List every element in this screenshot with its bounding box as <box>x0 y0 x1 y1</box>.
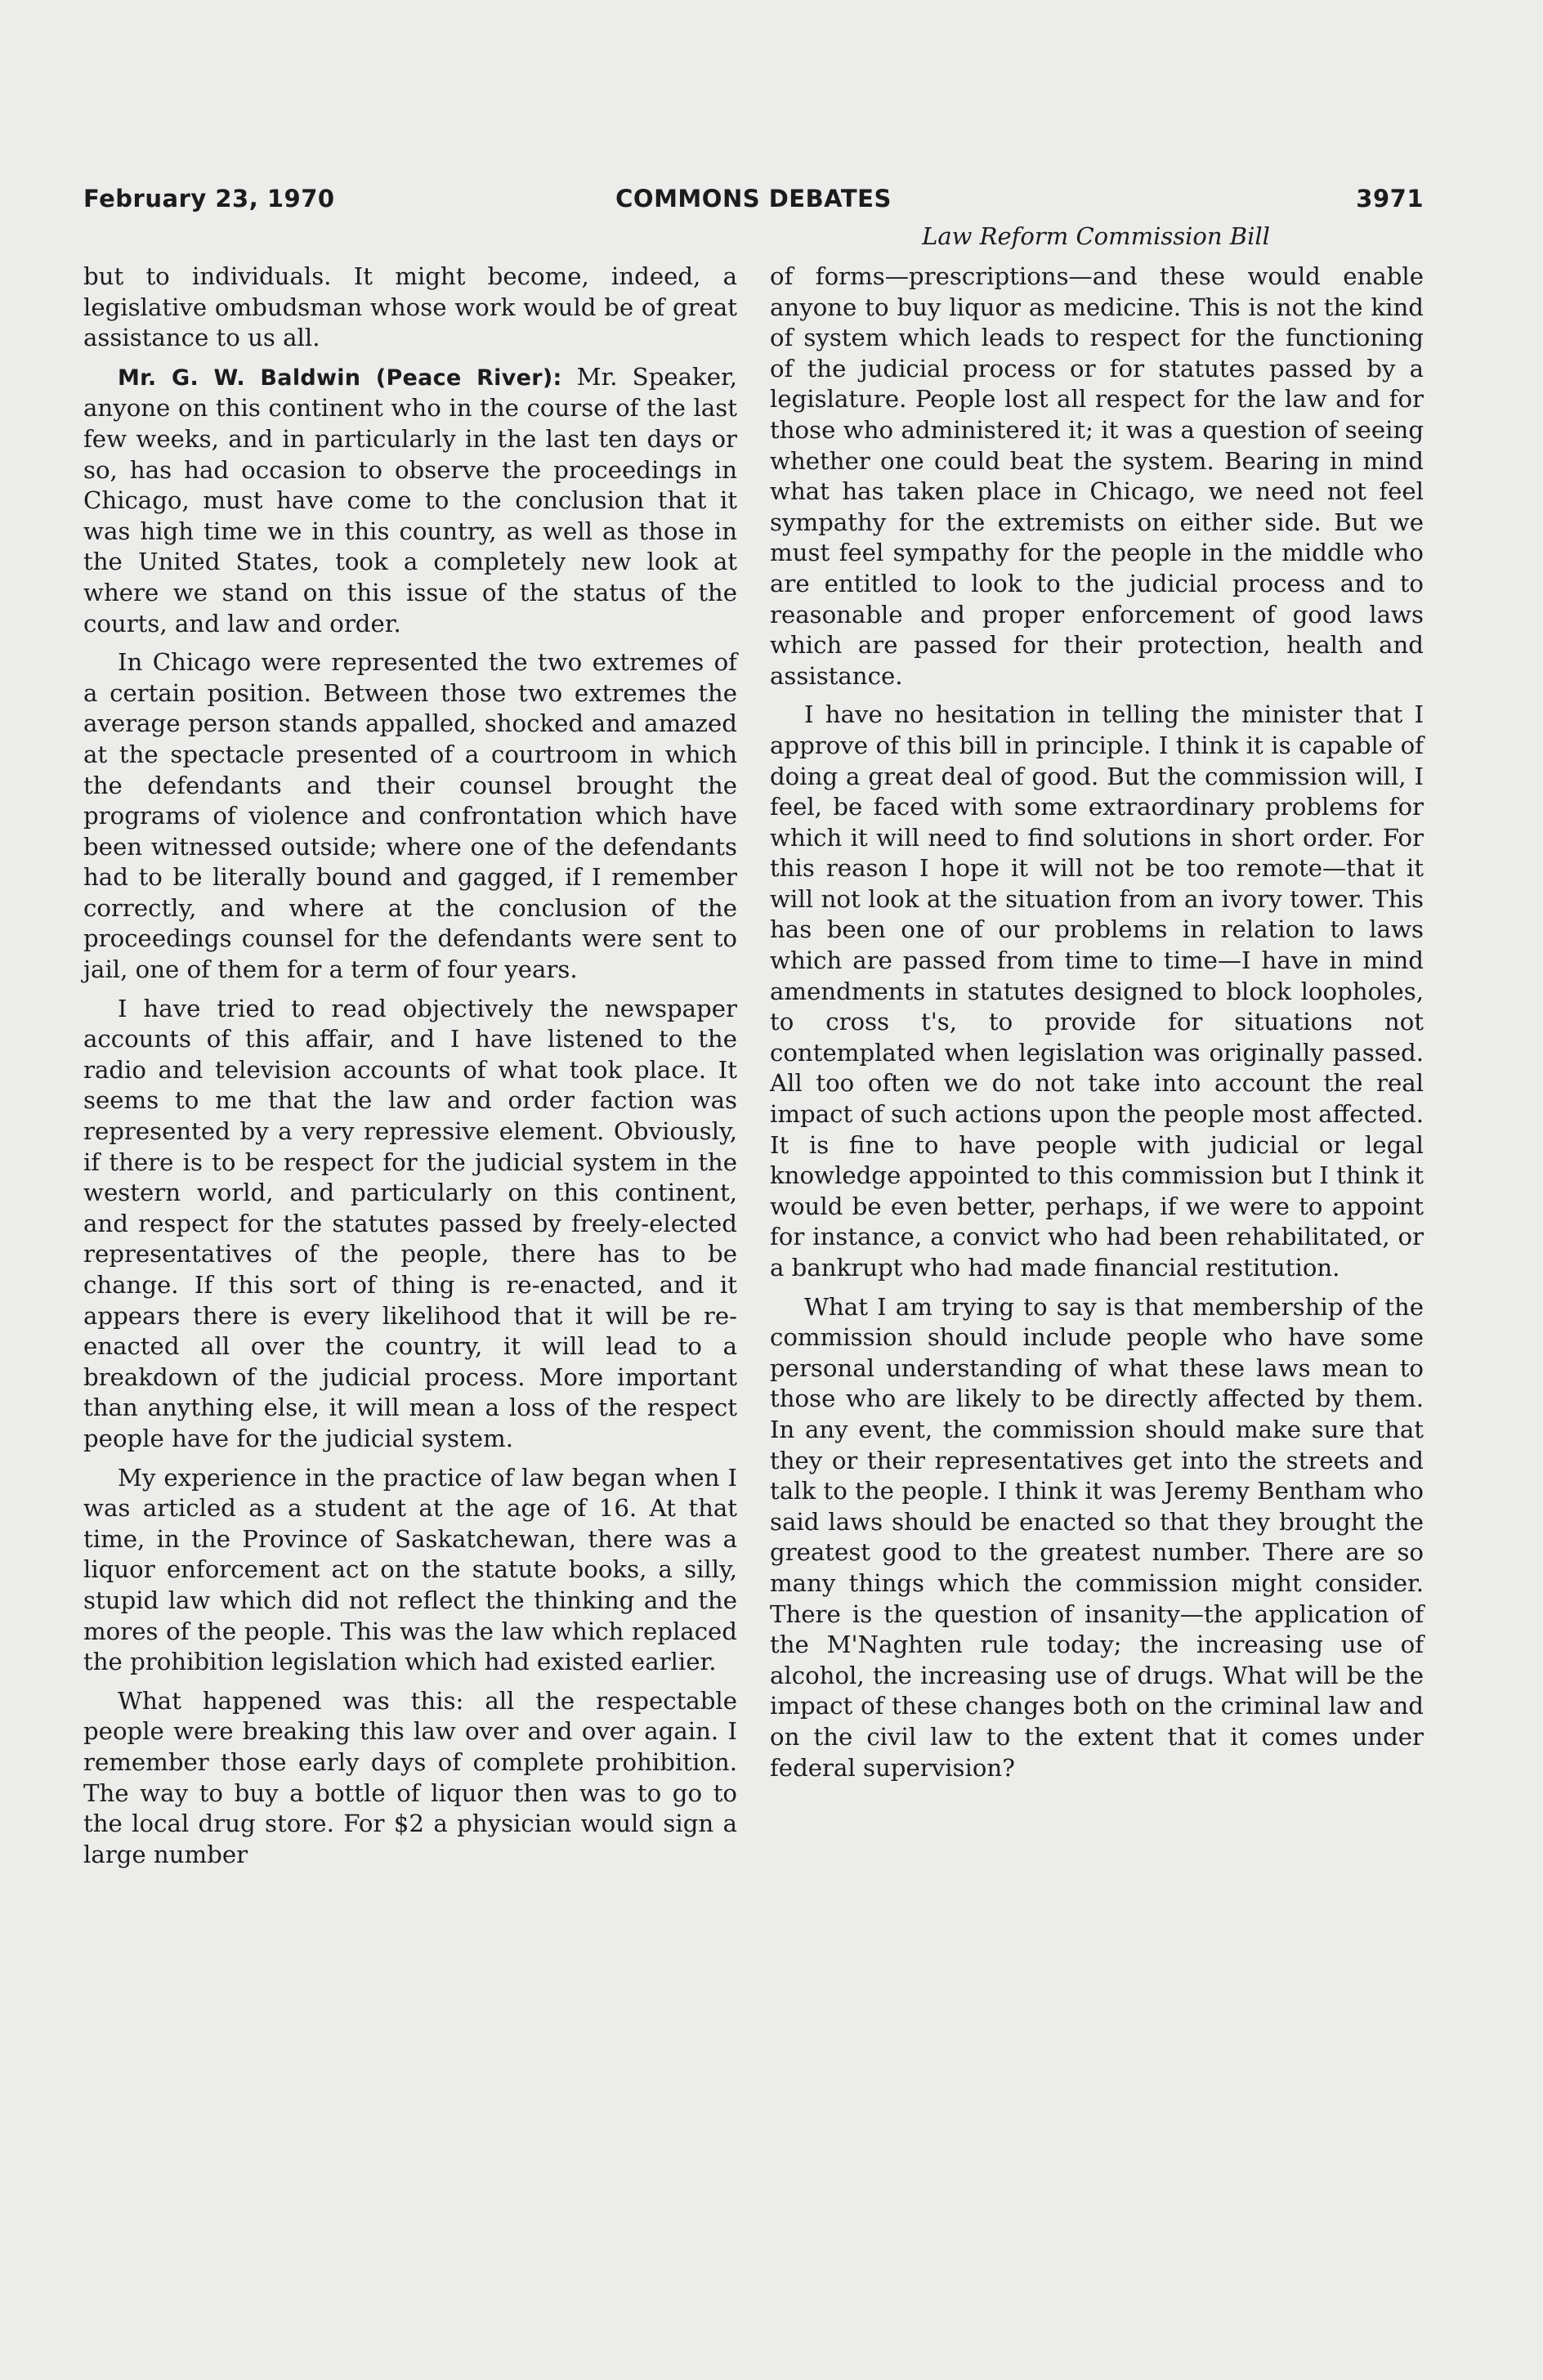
header-page-number: 3971 <box>1356 185 1424 212</box>
paragraph: What I am trying to say is that membership of the commission should include people who have some personal understanding of what these laws mean to those who are likely to be directly affected by them. In any event, the commission should make sure that they or their representatives get into the streets and talk to the people. I think it was Jeremy Bentham who said laws should be enacted so that they brought the greatest good to the greatest number. There are so many things which the commission might consider. There is the question of insanity—the application of the M'Naghten rule today; the increasing use of alcohol, the increasing use of drugs. What will be the impact of these changes both on the criminal law and on the civil law to the extent that it comes under federal supervision? <box>770 1292 1424 1782</box>
page-header <box>83 185 1424 221</box>
paragraph: My experience in the practice of law began when I was articled as a student at the age of 16. At that time, in the Province of Saskatchewan, there was a liquor enforcement act on the statute books, a silly, stupid law which did not reflect the thinking and the mores of the people. This was the law which replaced the prohibition legislation which had existed earlier. <box>83 1463 737 1676</box>
speaker-name: Mr. G. W. Baldwin (Peace River): <box>118 365 562 391</box>
paragraph: What happened was this: all the respectable people were breaking this law over and over again. I remember those early days of complete prohibition. The way to buy a bottle of liquor then was to go to the local drug store. For $2 a physician would sign a large number <box>83 1686 737 1868</box>
header-date: February 23, 1970 <box>83 185 335 212</box>
header-title: COMMONS DEBATES <box>615 185 892 212</box>
paragraph: but to individuals. It might become, indeed, a legislative ombudsman whose work would be of great assistance to us all. <box>83 262 737 352</box>
speaker-paragraph <box>83 362 737 639</box>
left-column <box>83 262 737 1878</box>
paragraph: I have no hesitation in telling the minister that I approve of this bill in principle. I think it is capable of doing a great deal of good. But the commission will, I feel, be faced with some extraordinary problems for which it will need to find solutions in short order. For this reason I hope it will not be too remote—that it will not look at the situation from an ivory tower. This has been one of our problems in relation to laws which are passed from time to time—I have in mind amendments in statutes designed to block loopholes, to cross t's, to provide for situations not contemplated when legislation was originally passed. All too often we do not take into account the real impact of such actions upon the people most affected. It is fine to have people with judicial or legal knowledge appointed to this commission but I think it would be even better, perhaps, if we were to appoint for instance, a convict who had been rehabilitated, or a bankrupt who had made financial restitution. <box>770 700 1424 1282</box>
section-subheader: Law Reform Commission Bill <box>922 222 1270 250</box>
paragraph: of forms—prescriptions—and these would enable anyone to buy liquor as medicine. This is not the kind of system which leads to respect for the functioning of the judicial process or for statutes passed by a legislature. People lost all respect for the law and for those who administered it; it was a question of seeing whether one could beat the system. Bearing in mind what has taken place in Chicago, we need not feel sympathy for the extremists on either side. But we must feel sympathy for the people in the middle who are entitled to look to the judicial process and to reasonable and proper enforcement of good laws which are passed for their protection, health and assistance. <box>770 262 1424 690</box>
speaker-text: Mr. Speaker, anyone on this continent who in the course of the last few weeks, and in particularly in the last ten days or so, has had occasion to observe the proceedings in Chicago, must have come to the conclusion that it was high time we in this country, as well as those in the United States, took a completely new look at where we stand on this issue of the status of the courts, and law and order. <box>83 362 737 638</box>
paragraph: I have tried to read objectively the newspaper accounts of this affair, and I have listened to the radio and television accounts of what took place. It seems to me that the law and order faction was represented by a very repressive element. Obviously, if there is to be respect for the judicial system in the western world, and particularly on this continent, and respect for the statutes passed by freely-elected representatives of the people, there has to be change. If this sort of thing is re-enacted, and it appears there is every likelihood that it will be re-enacted all over the country, it will lead to a breakdown of the judicial process. More important than anything else, it will mean a loss of the respect people have for the judicial system. <box>83 994 737 1452</box>
paragraph: In Chicago were represented the two extremes of a certain position. Between those two extremes the average person stands appalled, shocked and amazed at the spectacle presented of a courtroom in which the defendants and their counsel brought the programs of violence and confrontation which have been witnessed outside; where one of the defendants had to be literally bound and gagged, if I remember correctly, and where at the conclusion of the proceedings counsel for the defendants were sent to jail, one of them for a term of four years. <box>83 648 737 984</box>
right-column <box>770 262 1424 1792</box>
